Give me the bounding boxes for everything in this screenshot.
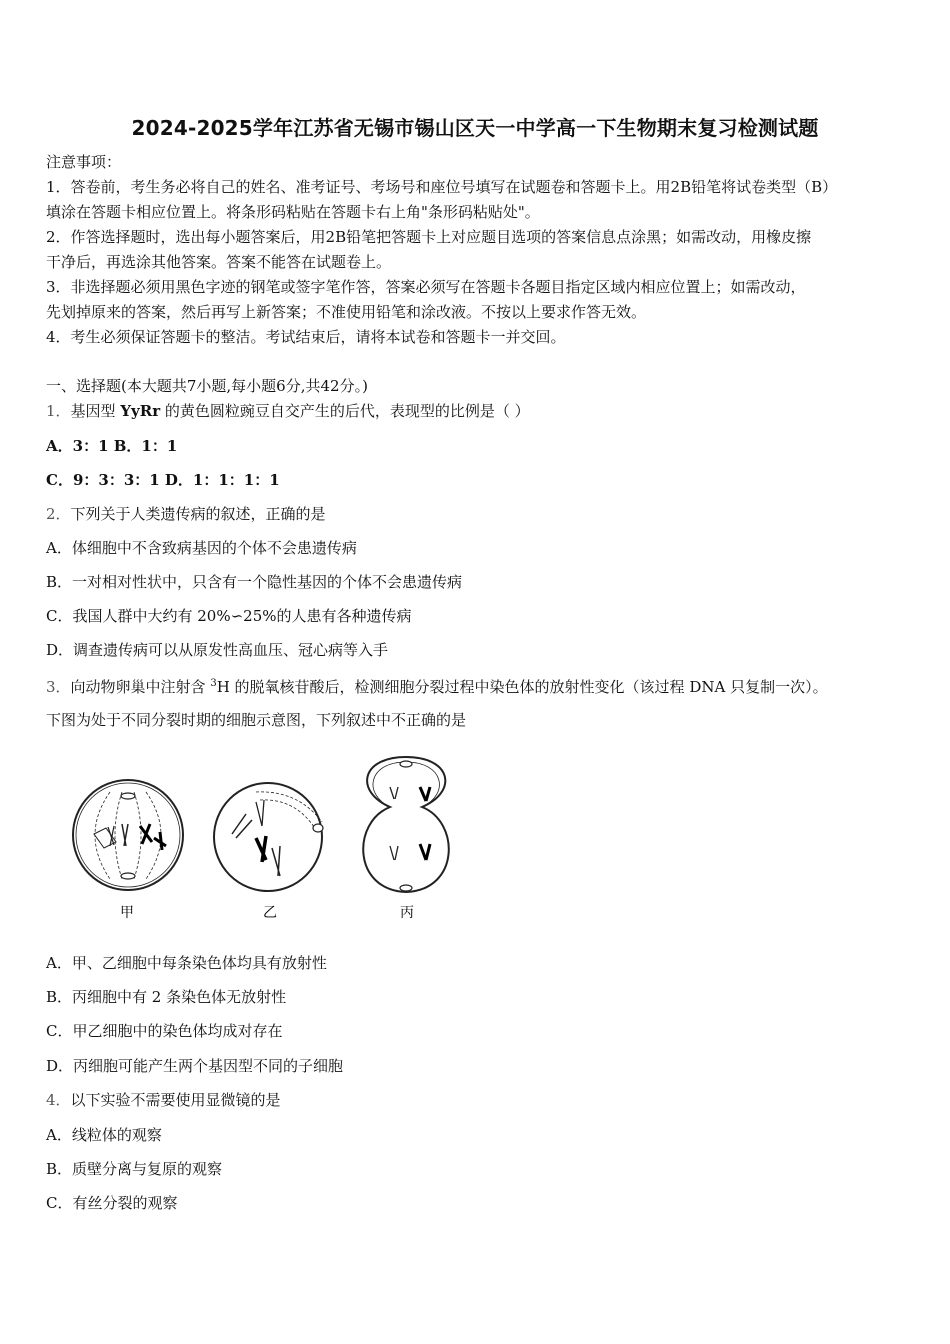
question-4 bbox=[46, 1090, 281, 1110]
notice-line: 先划掉原来的答案，然后再写上新答案；不准使用铅笔和涂改液。不按以上要求作答无效。 bbox=[46, 303, 647, 321]
q2-option-c: C．我国人群中大约有 20%∽25%的人患有各种遗传病 bbox=[46, 607, 412, 625]
question-text: H 的脱氧核苷酸后，检测细胞分裂过程中染色体的放射性变化（该过程 DNA 只复制一次）。 bbox=[216, 678, 828, 696]
q4-option-b: B．质壁分离与复原的观察 bbox=[46, 1160, 223, 1178]
question-3-line-2: 下图为处于不同分裂时期的细胞示意图，下列叙述中不正确的是 bbox=[46, 711, 467, 729]
question-number: 2． bbox=[46, 505, 71, 523]
figure-label-jia: 甲 bbox=[120, 905, 134, 921]
question-number: 3． bbox=[46, 678, 71, 696]
genotype-text: YyRr bbox=[120, 402, 161, 420]
figure-label-yi: 乙 bbox=[263, 905, 277, 921]
question-text: 向动物卵巢中注射含 bbox=[70, 678, 211, 696]
q2-option-b: B．一对相对性状中，只含有一个隐性基因的个体不会患遗传病 bbox=[46, 573, 463, 591]
q1-options-row-1: A．3：1 B．1：1 bbox=[46, 437, 178, 455]
question-1 bbox=[46, 401, 530, 421]
isotope-superscript: 3 bbox=[210, 678, 217, 689]
question-text: 基因型 bbox=[70, 402, 121, 420]
q4-option-c: C．有丝分裂的观察 bbox=[46, 1194, 178, 1212]
q4-option-a: A．线粒体的观察 bbox=[46, 1126, 162, 1144]
q3-option-b: B．丙细胞中有 2 条染色体无放射性 bbox=[46, 988, 287, 1006]
question-text: 的黄色圆粒豌豆自交产生的后代，表现型的比例是（ ） bbox=[160, 402, 530, 420]
notice-line: 干净后，再选涂其他答案。答案不能答在试题卷上。 bbox=[46, 253, 392, 271]
figure-label-bing: 丙 bbox=[400, 905, 414, 921]
cell-jia bbox=[73, 780, 183, 890]
q1-options-row-2: C．9：3：3：1 D．1：1：1：1 bbox=[46, 471, 280, 489]
q3-option-d: D．丙细胞可能产生两个基因型不同的子细胞 bbox=[46, 1057, 344, 1075]
notice-line: 3．非选择题必须用黑色字迹的钢笔或签字笔作答，答案必须写在答题卡各题目指定区域内相应位置上；如需改动， bbox=[46, 278, 806, 296]
question-text: 以下实验不需要使用显微镜的是 bbox=[70, 1091, 281, 1109]
question-text: 下列关于人类遗传病的叙述，正确的是 bbox=[70, 505, 326, 523]
cell-yi bbox=[214, 783, 323, 891]
notice-line: 2．作答选择题时，选出每小题答案后，用2B铅笔把答题卡上对应题目选项的答案信息点涂黑；如需改动，用橡皮擦 bbox=[46, 228, 812, 246]
question-2 bbox=[46, 504, 326, 524]
notice-line: 4．考生必须保证答题卡的整洁。考试结束后，请将本试卷和答题卡一并交回。 bbox=[46, 328, 566, 346]
section-heading: 一、选择题(本大题共7小题,每小题6分,共42分。) bbox=[46, 377, 368, 395]
cell-division-figure bbox=[60, 752, 460, 927]
q3-option-c: C．甲乙细胞中的染色体均成对存在 bbox=[46, 1022, 283, 1040]
q2-option-d: D．调查遗传病可以从原发性高血压、冠心病等入手 bbox=[46, 641, 389, 659]
notice-heading: 注意事项： bbox=[46, 153, 122, 171]
cell-bing bbox=[363, 757, 449, 892]
q2-option-a: A．体细胞中不含致病基因的个体不会患遗传病 bbox=[46, 539, 357, 557]
cell-division-diagram bbox=[60, 752, 460, 927]
notice-line: 1．答卷前，考生务必将自己的姓名、准考证号、考场号和座位号填写在试题卷和答题卡上。用2B铅笔将试卷类型（B） bbox=[46, 178, 838, 196]
q3-option-a: A．甲、乙细胞中每条染色体均具有放射性 bbox=[46, 954, 327, 972]
question-number: 4． bbox=[46, 1091, 71, 1109]
question-3 bbox=[46, 674, 828, 697]
document-title: 2024-2025学年江苏省无锡市锡山区天一中学高一下生物期末复习检测试题 bbox=[131, 116, 819, 140]
question-number: 1． bbox=[46, 402, 71, 420]
notice-line: 填涂在答题卡相应位置上。将条形码粘贴在答题卡右上角"条形码粘贴处"。 bbox=[46, 203, 540, 221]
